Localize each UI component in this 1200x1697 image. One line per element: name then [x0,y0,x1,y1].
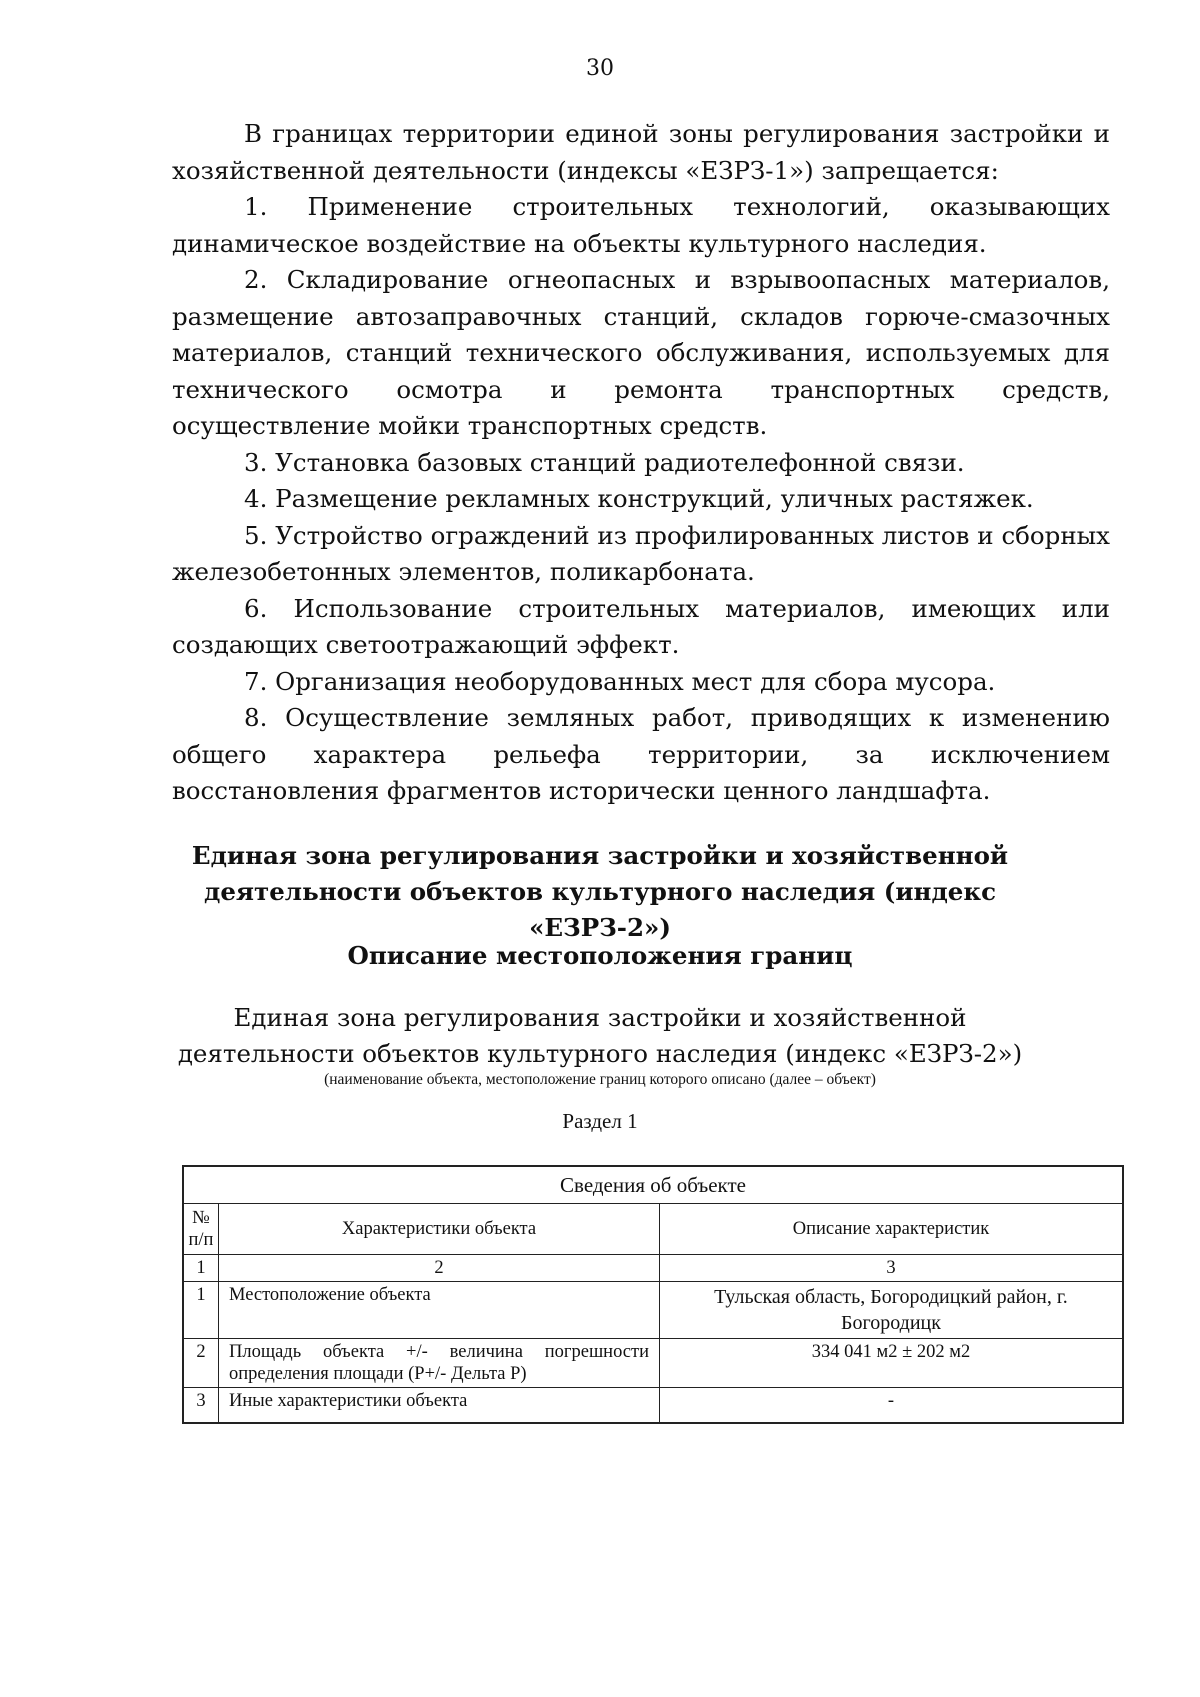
prohibition-item-4: 4. Размещение рекламных конструкций, уличных растяжек. [244,484,1034,513]
prohibition-item-8: 8. Осуществление земляных работ, приводящих к изменению общего характера рельефа территории, за исключением восстановления фрагментов исторически ценного ландшафта. [172,703,1110,805]
table-caption: Сведения об объекте [183,1166,1123,1204]
header-characteristic: Характеристики объекта [219,1204,660,1255]
section-label: Раздел 1 [562,1109,638,1133]
description-heading: Описание местоположения границ [347,941,853,970]
row-description: 334 041 м2 ± 202 м2 [660,1339,1124,1388]
prohibition-item-5: 5. Устройство ограждений из профилированных листов и сборных железобетонных элементов, поликарбоната. [172,520,1110,586]
object-caption: (наименование объекта, местоположение границ которого описано (далее – объект) [324,1071,876,1088]
row-characteristic: Площадь объекта +/- величина погрешности определения площади (Р+/- Дельта Р) [219,1339,660,1388]
index-cell: 1 [183,1255,219,1282]
row-description: - [660,1388,1124,1424]
row-characteristic: Местоположение объекта [219,1282,660,1339]
table-row [183,1339,1123,1388]
object-info-table [182,1165,1124,1424]
row-number: 1 [183,1282,219,1339]
zone-heading: Единая зона регулирования застройки и хозяйственной деятельности объектов культурного наследия (индекс «ЕЗРЗ-2») [191,841,1009,942]
row-characteristic: Иные характеристики объекта [219,1388,660,1424]
index-cell: 2 [219,1255,660,1282]
prohibition-item-7: 7. Организация необорудованных мест для сбора мусора. [244,666,996,696]
prohibitions-text [172,116,1110,810]
prohibition-item-6: 6. Использование строительных материалов, имеющих или создающих светоотражающий эффект. [172,593,1110,659]
row-number: 3 [183,1388,219,1424]
table-row [183,1388,1123,1424]
index-cell: 3 [660,1255,1124,1282]
row-description: Тульская область, Богородицкий район, г. Богородицк [660,1282,1124,1339]
table-caption-row [183,1166,1123,1204]
table-header-row [183,1204,1123,1255]
intro-paragraph: В границах территории единой зоны регулирования застройки и хозяйственной деятельности (индексы «ЕЗРЗ-1») запрещается: [172,119,1110,185]
table-row [183,1282,1123,1339]
table-index-row [183,1255,1123,1282]
prohibition-item-2: 2. Складирование огнеопасных и взрывоопасных материалов, размещение автозаправочных станций, складов горюче-смазочных материалов, станций технического обслуживания, используемых для технического осмотра и ремонта транспортных средств, осуществление мойки транспортных средств. [172,265,1110,440]
page-number: 30 [586,56,614,81]
prohibition-item-1: 1. Применение строительных технологий, оказывающих динамическое воздействие на объекты культурного наследия. [172,192,1110,258]
row-number: 2 [183,1339,219,1388]
object-name: Единая зона регулирования застройки и хозяйственной деятельности объектов культурного наследия (индекс «ЕЗРЗ-2») [177,1003,1023,1068]
header-description: Описание характеристик [660,1204,1124,1255]
prohibition-item-3: 3. Установка базовых станций радиотелефонной связи. [244,447,965,477]
header-number: № п/п [183,1204,219,1255]
